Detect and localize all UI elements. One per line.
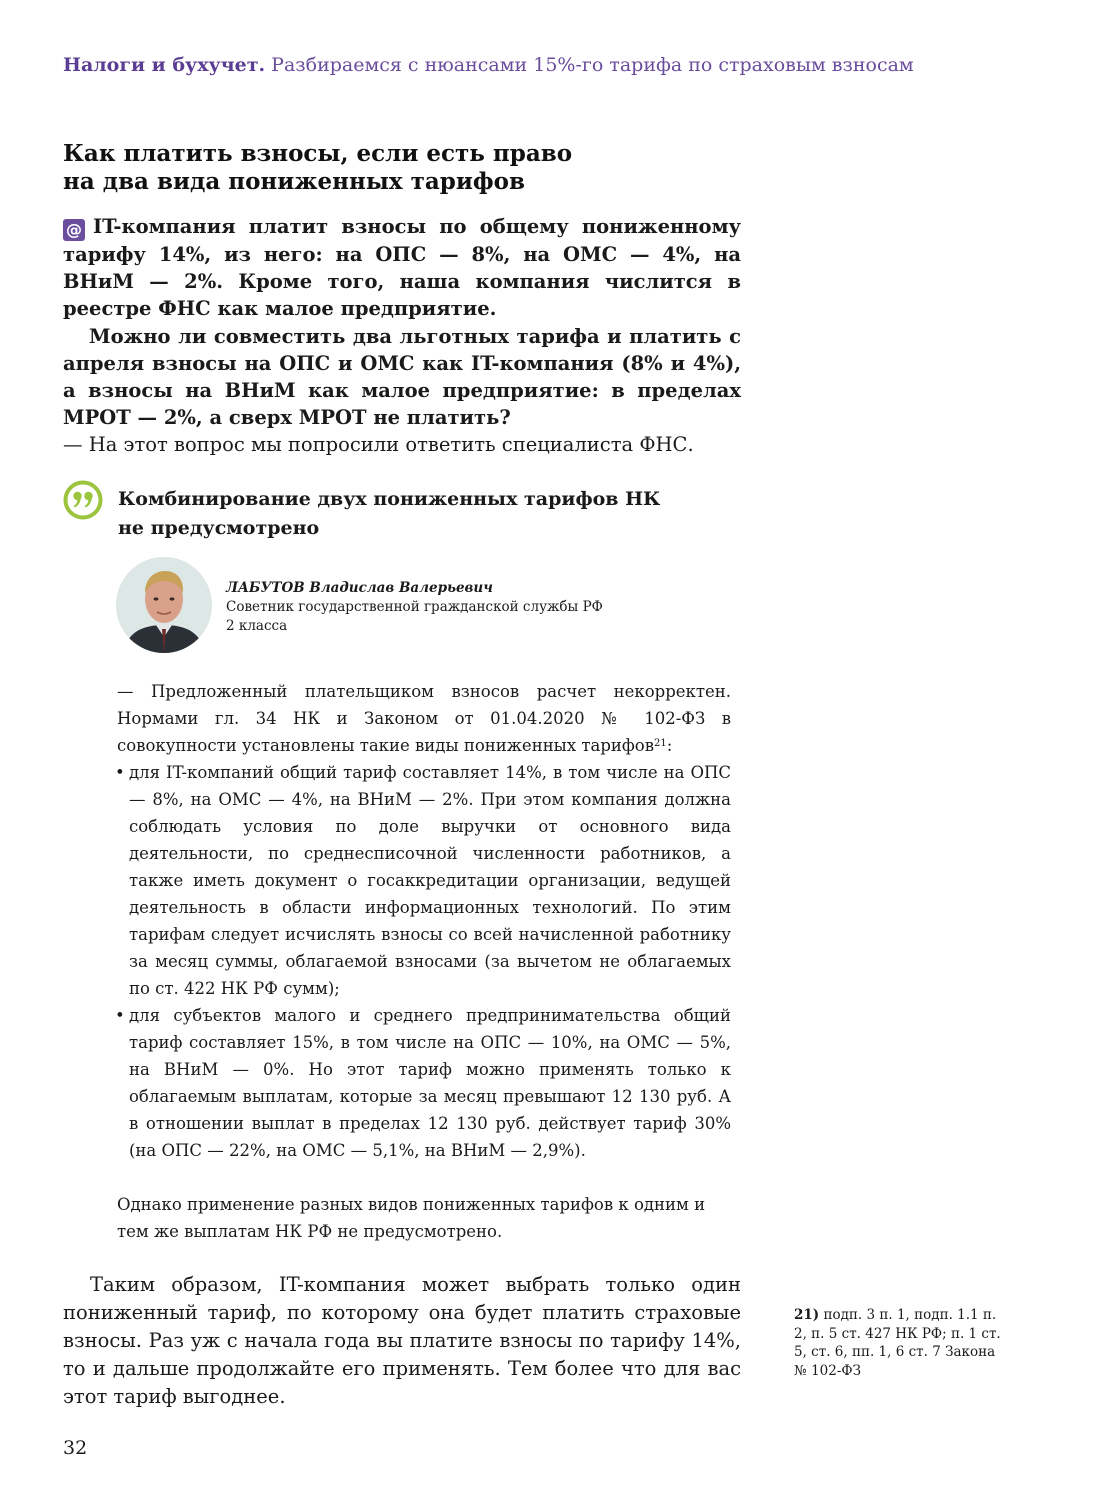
question-paragraph-2: Можно ли совместить два льготных тарифа и платить с апреля взносы на ОПС и ОМС как IT-компания (8% и 4%), а взносы на ВНиМ как малое предприятие: в пределах МРОТ — 2%, а сверх МРОТ не платить? [63, 324, 741, 430]
at-icon: @ [63, 219, 85, 241]
expert-position: Советник государственной гражданской службы РФ 2 класса [226, 599, 603, 634]
answer-lead: — Предложенный плательщиком взносов расчет некорректен. Нормами гл. 34 НК и Законом от 01.04.2020 № 102-ФЗ в совокупности установлены такие виды пониженных тарифов$^{21}$: [117, 682, 731, 755]
expert-conclusion: Однако применение разных видов пониженных тарифов к одним и тем же выплатам НК РФ не предусмотрено. [117, 1195, 706, 1241]
footnote-text: подп. 3 п. 1, подп. 1.1 п. 2, п. 5 ст. 427 НК РФ; п. 1 ст. 5, ст. 6, пп. 1, 6 ст. 7 Закона № 102-ФЗ [794, 1307, 1001, 1379]
final-paragraph: Таким образом, IT-компания может выбрать только один пониженный тариф, по которому она будет платить страховые взносы. Раз уж с начала года вы платите взносы по тарифу 14%, то и дальше продолжайте его применять. Тем более что для вас этот тариф выгоднее. [63, 1273, 741, 1408]
expert-heading: Комбинирование двух пониженных тарифов НК не предусмотрено [118, 488, 661, 539]
avatar [116, 557, 212, 653]
avatar-portrait [116, 557, 212, 653]
question-paragraph-1: IT-компания платит взносы по общему пониженному тарифу 14%, из него: на ОПС — 8%, на ОМС — 4%, на ВНиМ — 2%. Кроме того, наша компания числится в реестре ФНС как малое предприятие. [63, 215, 741, 321]
expert-answer [117, 678, 731, 1164]
page-number: 32 [63, 1437, 88, 1459]
quote-icon [63, 480, 103, 520]
footnote-reference[interactable]: 21 [654, 738, 667, 749]
reader-question [63, 213, 741, 431]
bullet-small-business: • для субъектов малого и среднего предпринимательства общий тариф составляет 15%, в том числе на ОПС — 10%, на ОМС — 5%, на ВНиМ — 0%. Но этот тариф можно применять только к облагаемым выплатам, которые за месяц превышают 12 130 руб. А в отношении выплат в пределах 12 130 руб. действует тариф 30% (на ОПС — 22%, на ОМС — 5,1%, на ВНиМ — 2,9%). [117, 1002, 731, 1164]
section-title: Как платить взносы, если есть право на два вида пониженных тарифов [63, 140, 573, 195]
expert-name: ЛАБУТОВ Владислав Валерьевич [226, 580, 493, 596]
header-section: Налоги и бухучет. [63, 54, 266, 76]
bullet-it-companies: • для IT-компаний общий тариф составляет 14%, в том числе на ОПС — 8%, на ОМС — 4%, на ВНиМ — 2%. При этом компания должна соблюдать условия по доле выручки от основного вида деятельности, по среднесписочной численности работников, а также иметь документ о госаккредитации организации, ведущей деятельность в области информационных технологий. По этим тарифам следует исчислять взносы со всей начисленной работнику за месяц суммы, облагаемой взносами (за вычетом не облагаемых по ст. 422 НК РФ сумм); [117, 759, 731, 1002]
footnote [794, 1306, 1004, 1380]
answer-intro: — На этот вопрос мы попросили ответить специалиста ФНС. [63, 433, 694, 456]
running-header [63, 54, 914, 76]
footnote-number: 21) [794, 1307, 820, 1323]
header-title: Разбираемся с нюансами 15%-го тарифа по страховым взносам [271, 54, 914, 76]
